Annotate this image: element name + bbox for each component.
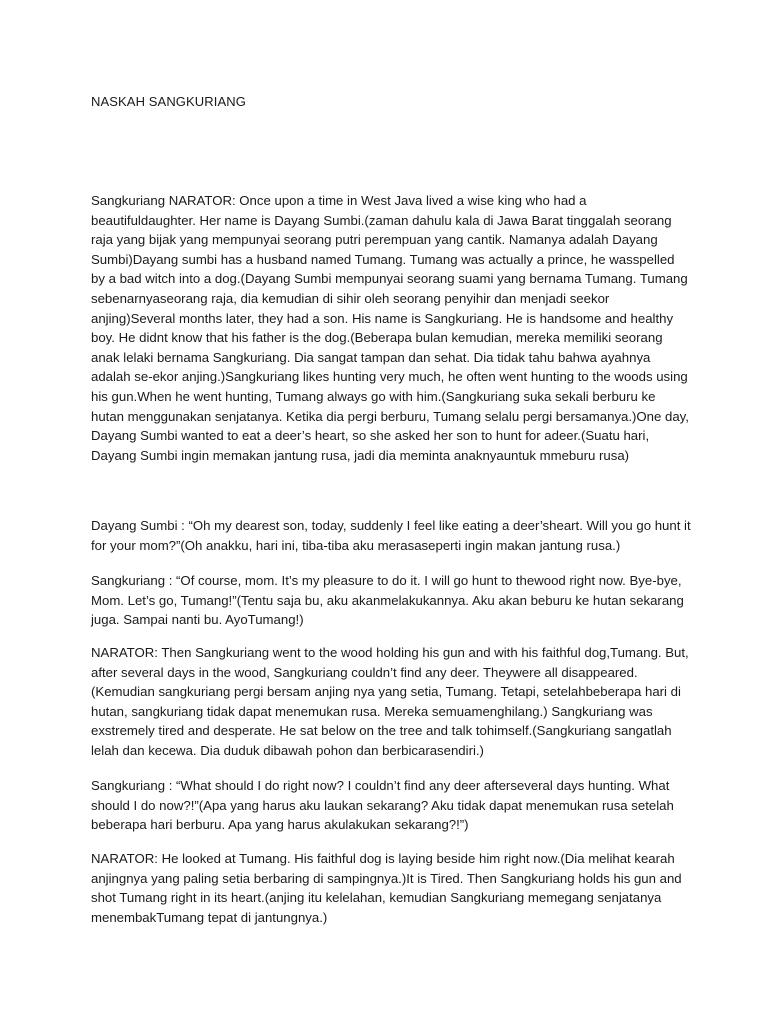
paragraph-sangkuriang-monologue: Sangkuriang : “What should I do right now? I couldn’t find any deer afterseveral days hunting. What should I do now?!”(Apa yang harus aku laukan sekarang? Aku tidak dapat menemukan rusa setelah beberapa hari berburu. Apa yang harus akulakukan sekarang?!”) bbox=[91, 778, 674, 833]
paragraph-narration-tumang: NARATOR: He looked at Tumang. His faithful dog is laying beside him right now.(Dia melihat kearah anjingnya yang paling setia berbaring di sampingnya.)It is Tired. Then Sangkuriang holds his gun and shot Tumang right in its heart.(anjing itu kelelahan, kemudian Sangkuriang memegang senjatanya menembakTumang tepat di jantungnya.) bbox=[91, 851, 682, 925]
document-title: NASKAH SANGKURIANG bbox=[91, 94, 246, 109]
paragraph-narration-intro: Sangkuriang NARATOR: Once upon a time in West Java lived a wise king who had a beautifuldaughter. Her name is Dayang Sumbi.(zaman dahulu kala di Jawa Barat tinggalah seorang raja yang bijak yang mempunyai seorang putri perempuan yang cantik. Namanya adalah Dayang Sumbi)Dayang sumbi has a husband named Tumang. Tumang was actually a prince, he wasspelled by a bad witch into a dog.(Dayang Sumbi mempunyai seorang suami yang bernama Tumang. Tumang sebenarnyaseorang raja, dia kemudian di sihir oleh seorang penyihir dan menjadi seekor anjing)Several months later, they had a son. His name is Sangkuriang. He is handsome and healthy boy. He didnt know that his father is the dog.(Beberapa bulan kemudian, mereka memiliki seorang anak lelaki bernama Sangkuriang. Dia sangat tampan dan sehat. Dia tidak tahu bahwa ayahnya adalah se-ekor anjing.)Sangkuriang likes hunting very much, he often went hunting to the woods using his gun.When he went hunting, Tumang always go with him.(Sangkuriang suka sekali berburu ke hutan menggunakan senjatanya. Ketika dia pergi berburu, Tumang selalu pergi bersamanya.)One day, Dayang Sumbi wanted to eat a deer’s heart, so she asked her son to hunt for adeer.(Suatu hari, Dayang Sumbi ingin memakan jantung rusa, jadi dia meminta anaknyauntuk mmeburu rusa) bbox=[91, 193, 689, 463]
paragraph-dayang-sumbi-line: Dayang Sumbi : “Oh my dearest son, today, suddenly I feel like eating a deer’sheart. Will you go hunt it for your mom?”(Oh anakku, hari ini, tiba-tiba aku merasaseperti ingin makan jantung rusa.) bbox=[91, 518, 691, 553]
paragraph-sangkuriang-reply: Sangkuriang : “Of course, mom. It’s my pleasure to do it. I will go hunt to thewood right now. Bye-bye, Mom. Let’s go, Tumang!”(Tentu saja bu, aku akanmelakukannya. Aku akan beburu ke hutan sekarang juga. Sampai nanti bu. AyoTumang!) bbox=[91, 573, 684, 628]
paragraph-narration-hunt: NARATOR: Then Sangkuriang went to the wood holding his gun and with his faithful dog,Tumang. But, after several days in the wood, Sangkuriang couldn’t find any deer. Theywere all disappeared.(Kemudian sangkuriang pergi bersam anjing nya yang setia, Tumang. Tetapi, setelahbeberapa hari di hutan, sangkuriang tidak dapat menemukan rusa. Mereka semuamenghilang.) Sangkuriang was exstremely tired and desperate. He sat below on the tree and talk tohimself.(Sangkuriang sangatlah lelah dan kecewa. Dia duduk dibawah pohon dan berbicarasendiri.) bbox=[91, 645, 689, 758]
